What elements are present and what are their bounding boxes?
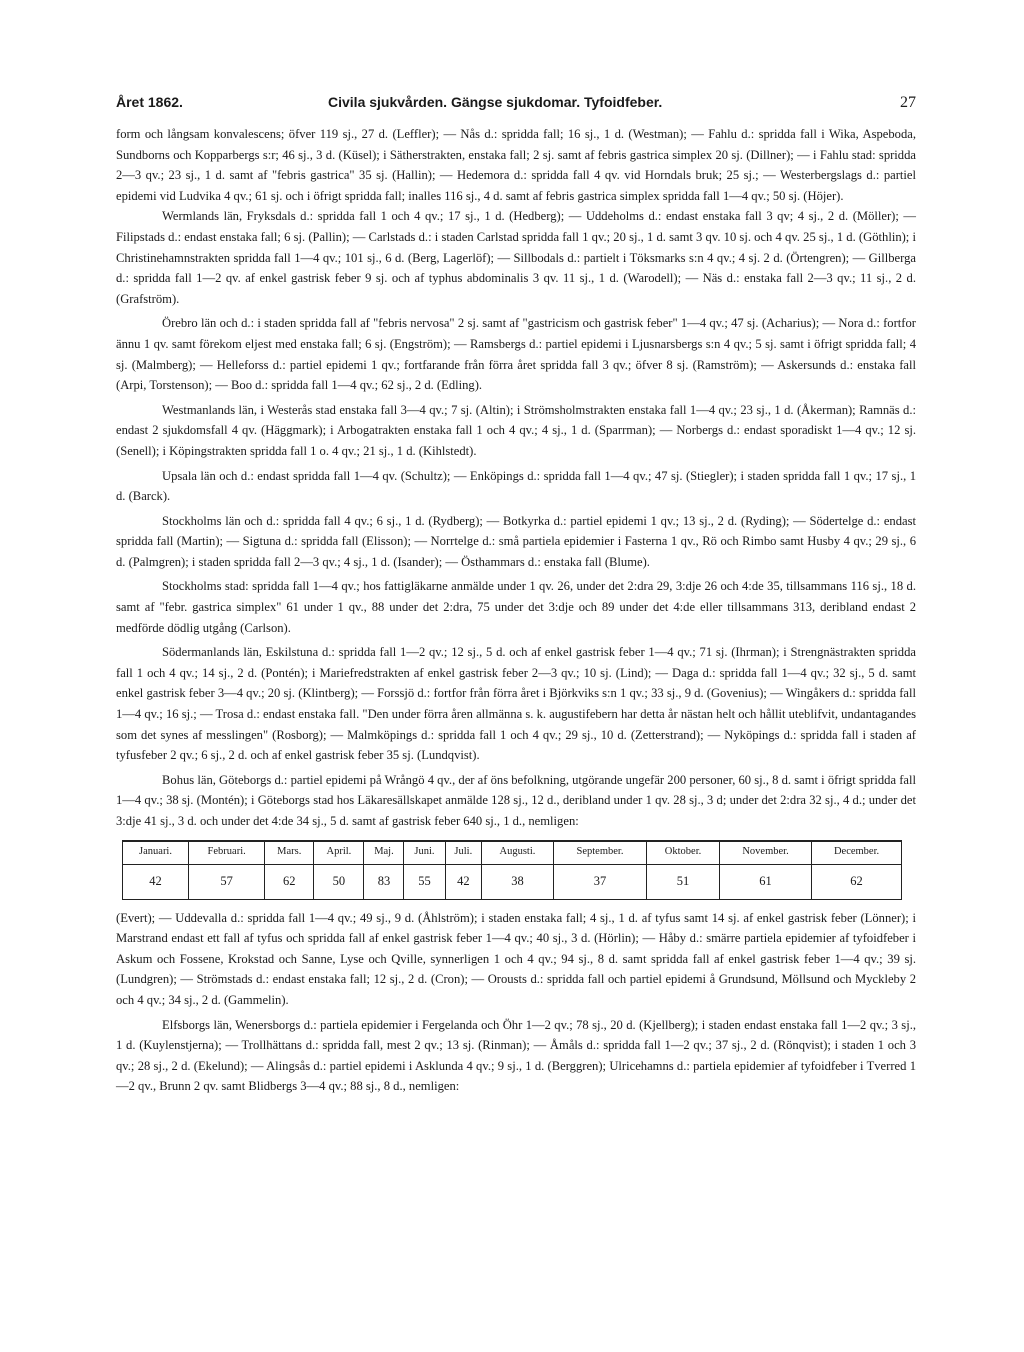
table-cell: 57 bbox=[189, 864, 265, 899]
table-row bbox=[123, 864, 902, 899]
document-body bbox=[116, 124, 916, 1097]
paragraph-bohus: Bohus län, Göteborgs d.: partiel epidemi på Wrångö 4 qv., der af öns befolkning, utgörande ungefär 200 personer, 60 sj., 8 d. samt i öfrigt spridda fall 1—4 qv.; 38 sj. (Montén); i Göteborgs stad hos Läkaresällskapet anmälde 128 sj., 12 d., deribland under 1 qv. 28 sj., 3 d; under det 2:dra 32 sj., 4 d.; under det 3:dje 41 sj., 3 d. och under det 4:de 34 sj., 5 d. samt af gastrisk feber 640 sj., 1 d., nemligen: bbox=[116, 772, 916, 828]
paragraph-dalarna-continued: form och långsam konvalescens; öfver 119 sj., 27 d. (Leffler); — Nås d.: spridda fall; 16 sj., 1 d. (Westman); — Fahlu d.: spridda fall i Wika, Aspeboda, Sundborns och Kopparbergs s:r; 46 sj., 3 d. (Küsel); i Sätherstrakten, enstaka fall; 2 sj. samt af febris gastrica simplex 20 sj. (Dillner); — i Fahlu stad: spridda 2—3 qv.; 23 sj., 1 d. samt af "febris gastrica" 35 sj. (Hallin); — Hedemora d.: spridda fall 4 qv. vid Horndals bruk; 25 sj.; — Westerbergslags d.: partiel epidemi vid Ludvika 4 qv.; 61 sj. och i öfrigt spridda fall; inalles 116 sj., 4 d. samt af febris gastrica simplex spridda fall 1—4 qv.; 50 sj. (Höjer). bbox=[116, 127, 916, 203]
table-header-cell: Januari. bbox=[123, 841, 189, 865]
table-cell: 38 bbox=[482, 864, 554, 899]
header-year: Året 1862. bbox=[116, 94, 183, 110]
paragraph-stockholms-lan: Stockholms län och d.: spridda fall 4 qv.; 6 sj., 1 d. (Rydberg); — Botkyrka d.: partiel epidemi 1 qv.; 13 sj., 2 d. (Ryding); — Södertelge d.: endast spridda fall (Martin); — Sigtuna d.: spridda fall (Elisson); — Norrtelge d.: små partiela epidemier i Fasterna 1 qv., Rö och Rimbo samt Husby 4 qv.; 29 sj., 6 d. (Palmgren); i staden spridda fall 2—3 qv.; 4 sj., 1 d. (Isander); — Östhammars d.: enstaka fall (Blume). bbox=[116, 513, 916, 569]
table-header-cell: Juli. bbox=[445, 841, 482, 865]
table-cell: 51 bbox=[647, 864, 720, 899]
table-header-cell: September. bbox=[553, 841, 646, 865]
table-cell: 62 bbox=[265, 864, 314, 899]
table-header-cell: December. bbox=[812, 841, 902, 865]
table-header-cell: Mars. bbox=[265, 841, 314, 865]
table-cell: 50 bbox=[314, 864, 364, 899]
running-head bbox=[116, 94, 916, 118]
header-section-title: Civila sjukvården. Gängse sjukdomar. Tyfoidfeber. bbox=[328, 94, 663, 110]
monthly-cases-table bbox=[122, 840, 902, 900]
table-header-cell: April. bbox=[314, 841, 364, 865]
paragraph-upsala: Upsala län och d.: endast spridda fall 1—4 qv. (Schultz); — Enköpings d.: spridda fall 1—4 qv.; 47 sj. (Stiegler); i staden spridda fall 1 qv.; 17 sj., 1 d. (Barck). bbox=[116, 468, 916, 504]
table-header-cell: Oktober. bbox=[647, 841, 720, 865]
table-header-cell: Maj. bbox=[364, 841, 404, 865]
table-cell: 61 bbox=[719, 864, 811, 899]
paragraph-bohus-continued: (Evert); — Uddevalla d.: spridda fall 1—4 qv.; 49 sj., 9 d. (Åhlström); i staden enstaka fall; 4 sj., 1 d. af tyfus samt 14 sj. af enkel gastrisk feber (Lönner); i Marstrand endast ett fall af tyfus och spridda fall af enkel gastrisk feber 1—4 qv.; 40 sj., 3 d. (Hörlin); — Håby d.: smärre partiela epidemier af tyfoidfeber i Askum och Fossene, Krokstad och Sanne, Lyse och Qville, synnerligen 1 och 4 qv.; 94 sj., 8 d. samt spridda fall af enkel gastrisk feber 1—4 qv.; 39 sj. (Lundgren); — Strömstads d.: endast enstaka fall; 12 sj., 2 d. (Cron); — Orousts d.: spridda fall och partiel epidemi å Grundsund, Möllsund och Myckleby 2 och 4 qv.; 34 sj., 2 d. (Gammelin). bbox=[116, 910, 916, 1007]
paragraph-stockholms-stad: Stockholms stad: spridda fall 1—4 qv.; hos fattigläkarne anmälde under 1 qv. 26, under det 2:dra 29, 3:dje 26 och 4:de 35, tillsammans 116 sj., 18 d. samt af "febr. gastrica simplex" 61 under 1 qv., 88 under det 2:dra, 75 under det 3:dje och 89 under det 4:de eller tillsammans 313, deribland endast 2 medförde dödlig utgång (Carlson). bbox=[116, 579, 916, 635]
table-cell: 55 bbox=[404, 864, 445, 899]
table-cell: 83 bbox=[364, 864, 404, 899]
table-header-cell: Juni. bbox=[404, 841, 445, 865]
paragraph-elfsborg: Elfsborgs län, Wenersborgs d.: partiela epidemier i Fergelanda och Öhr 1—2 qv.; 78 sj., 20 d. (Kjellberg); i staden endast enstaka fall 1—2 qv.; 3 sj., 1 d. (Kuylenstjerna); — Trollhättans d.: spridda fall, mest 2 qv.; 13 sj. (Rinman); — Åmåls d.: spridda fall 1—2 qv.; 37 sj., 2 d. (Rönqvist); i staden 1 och 3 qv.; 28 sj., 2 d. (Ekelund); — Alingsås d.: partiel epidemi i Asklunda 4 qv.; 9 sj., 1 d. (Berggren); Ulricehamns d.: partiela epidemier af tyfoidfeber i Tverred 1—2 qv., Brunn 2 qv. samt Blidbergs 3—4 qv.; 88 sj., 8 d., nemligen: bbox=[116, 1017, 916, 1094]
paragraph-sodermanland: Södermanlands län, Eskilstuna d.: spridda fall 1—2 qv.; 12 sj., 5 d. och af enkel gastrisk feber 1—4 qv.; 71 sj. (Ihrman); i Strengnästrakten spridda fall 1 och 4 qv.; 14 sj., 2 d. (Pontén); i Mariefredstrakten af enkel gastrisk feber 2—3 qv.; 10 sj. (Lind); — Daga d.: spridda fall 1—4 qv.; 32 sj., 5 d. samt enkel gastrisk feber 3—4 qv.; 20 sj. (Klintberg); — Forssjö d.: fortfor från förra året i Björkviks s:n 1 qv.; 33 sj., 9 d. (Govenius); — Wingåkers d.: spridda fall 1—4 qv.; 16 sj.; — Trosa d.: endast enstaka fall. "Den under förra åren allmänna s. k. augustifebern har detta år nästan helt och hållit uteblifvit, undantagandes som det synes af messlingen" (Rosborg); — Malmköpings d.: spridda fall 1 och 4 qv.; 29 sj., 10 d. (Zetterstrand); — Nyköpings d.: spridda fall i staden af tyfusfeber 2 qv.; 6 sj., 2 d. och af enkel gastrisk feber 35 sj. (Lundqvist). bbox=[116, 645, 916, 763]
paragraph-wermland: Wermlands län, Fryksdals d.: spridda fall 1 och 4 qv.; 17 sj., 1 d. (Hedberg); — Uddeholms d.: endast enstaka fall 3 qv; 4 sj., 2 d. (Möller); — Filipstads d.: endast enstaka fall; 6 sj. (Pallin); — Carlstads d.: i staden Carlstad spridda fall 1 qv.; 20 sj., 1 d. samt 3 qv. 10 sj. och 4 qv. 25 sj., 1 d. (Göthlin); i Christinehamnstrakten spridda fall 1—4 qv.; 101 sj., 6 d. (Berg, Lagerlöf); — Sillbodals d.: partielt i Töksmarks s:n 4 qv.; 4 sj. 2 d. (Örtengren); — Gillberga d.: spridda fall 1—2 qv. af enkel gastrisk feber 9 sj. och af typhus abdominalis 3 qv. 11 sj., 1 d. (Warodell); — Näs d.: enstaka fall 2—3 qv.; 11 sj., 2 d. (Grafström). bbox=[116, 209, 916, 306]
paragraph-orebro: Örebro län och d.: i staden spridda fall af "febris nervosa" 2 sj. samt af "gastricism och gastrisk feber" 1—4 qv.; 47 sj. (Acharius); — Nora d.: fortfor ännu 1 qv. samt förekom eljest med enstaka fall; 6 sj. (Engström); — Ramsbergs d.: partiel epidemi i Ljusnarsbergs s:n 4 qv.; 5 sj. samt i öfrigt spridda fall; 4 sj. (Malmberg); — Helleforss d.: partiel epidemi 1 qv.; fortfarande från förra året spridda fall 3 qv.; öfver 8 sj. (Ramström); — Askersunds d.: enstaka fall (Arpi, Torstenson); — Boo d.: spridda fall 1—4 qv.; 62 sj., 2 d. (Edling). bbox=[116, 316, 916, 393]
paragraph-westmanland: Westmanlands län, i Westerås stad enstaka fall 3—4 qv.; 7 sj. (Altin); i Strömsholmstrakten enstaka fall 1—4 qv.; 23 sj., 1 d. (Åkerman); Ramnäs d.: endast 2 sjukdomsfall 4 qv. (Häggmark); i Arbogatrakten enstaka fall 1 och 4 qv.; 4 sj., 1 d. (Sparrman); — Norbergs d.: endast sporadiskt 1—4 qv.; 12 sj. (Senell); i Köpingstrakten spridda fall 1 o. 4 qv.; 21 sj., 1 d. (Kihlstedt). bbox=[116, 402, 916, 458]
table-cell: 42 bbox=[123, 864, 189, 899]
table-header-row bbox=[123, 841, 902, 865]
table-cell: 37 bbox=[553, 864, 646, 899]
table-header-cell: November. bbox=[719, 841, 811, 865]
page-number: 27 bbox=[900, 94, 916, 111]
table-header-cell: Februari. bbox=[189, 841, 265, 865]
table-cell: 42 bbox=[445, 864, 482, 899]
table-cell: 62 bbox=[812, 864, 902, 899]
table-header-cell: Augusti. bbox=[482, 841, 554, 865]
